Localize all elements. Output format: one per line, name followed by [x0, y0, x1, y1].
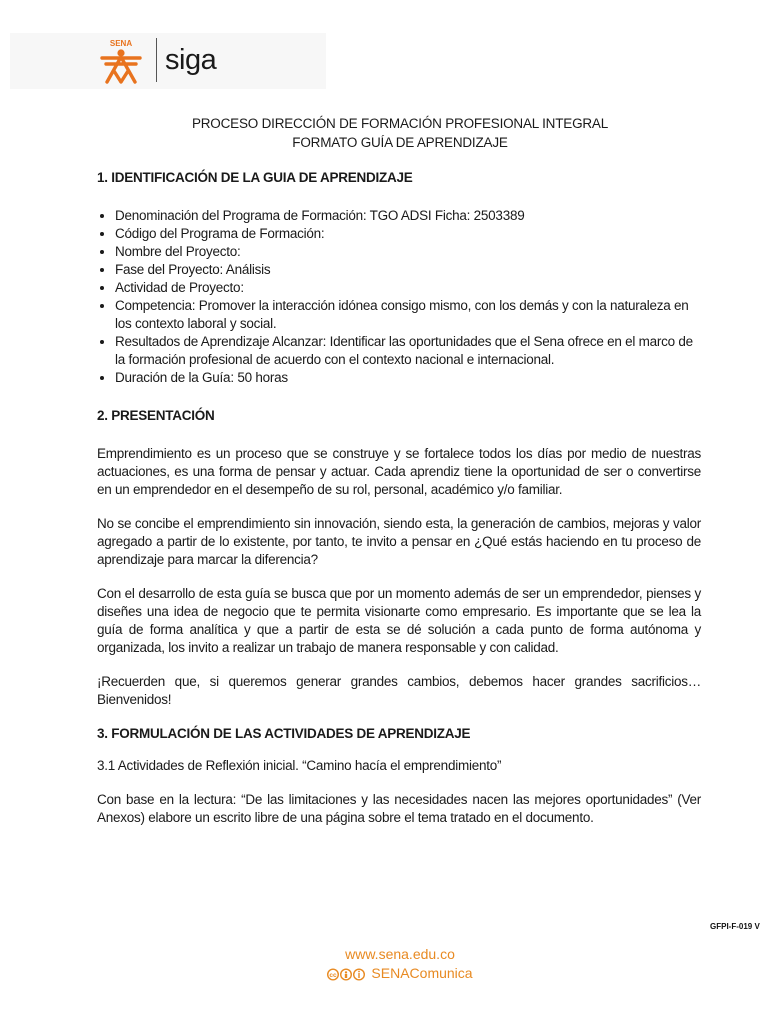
list-item: • Denominación del Programa de Formación: TGO ADSI Ficha: 2503389 — [115, 207, 701, 225]
paragraph: Con el desarrollo de esta guía se busca que por un momento además de ser un emprendedor, pienses y diseñes una idea de negocio que te permita visionarte como empresario. Es importante que se lea la guía de forma analítica y que a partir de esta se dé solución a cada punto de forma autónoma y organizada, los invito a realizar un trabajo de manera responsable y con calidad. — [97, 586, 701, 655]
list-item: • Resultados de Aprendizaje Alcanzar: Identificar las oportunidades que el Sena ofrece en el marco de la formación profesional de acuerdo con el contexto nacional e internacional. — [115, 333, 701, 369]
document-content — [97, 169, 701, 843]
footer-social-handle[interactable]: SENAComunica — [371, 965, 473, 981]
form-code: GFPI-F-019 V — [710, 922, 760, 931]
list-item: • Competencia: Promover la interacción idónea consigo mismo, con los demás y con la naturaleza en los contexto laboral y social. — [115, 297, 701, 333]
section-2-title: 2. PRESENTACIÓN — [97, 408, 215, 423]
paragraph: Emprendimiento es un proceso que se construye y se fortalece todos los días por medio de nuestras actuaciones, es una forma de pensar y actuar. Cada aprendiz tiene la oportunidad de ser o convertirse en un emprendedor en el desempeño de su rol, personal, académico y/o familiar. — [97, 446, 701, 497]
paragraph: No se concibe el emprendimiento sin innovación, siendo esta, la generación de cambios, mejoras y valor agregado a partir de lo existente, por tanto, te invito a pensar en ¿Qué estás haciendo en tu proceso de aprendizaje para marcar la diferencia? — [97, 516, 701, 567]
header-format-title: FORMATO GUÍA DE APRENDIZAJE — [292, 135, 508, 150]
sena-logo — [96, 38, 146, 86]
list-item: • Nombre del Proyecto: — [115, 243, 701, 261]
paragraph: 3.1 Actividades de Reflexión inicial. “Camino hacía el emprendimiento” — [97, 758, 502, 773]
paragraph: ¡Recuerden que, si queremos generar grandes cambios, debemos hacer grandes sacrificios…Bienvenidos! — [97, 674, 701, 707]
svg-text:siga: siga — [165, 44, 217, 76]
paragraph: Con base en la lectura: “De las limitaciones y las necesidades nacen las mejores oportunidades” (Ver Anexos) elabore un escrito libre de una página sobre el tema tratado en el documento. — [97, 792, 701, 825]
list-item: • Código del Programa de Formación: — [115, 225, 701, 243]
section-3-title: 3. FORMULACIÓN DE LAS ACTIVIDADES DE APRENDIZAJE — [97, 726, 471, 741]
creative-commons-icon — [327, 968, 367, 981]
list-item: • Actividad de Proyecto: — [115, 279, 701, 297]
logo-divider — [156, 38, 157, 82]
footer-website-link[interactable]: www.sena.edu.co — [345, 946, 455, 962]
list-item: • Duración de la Guía: 50 horas — [115, 369, 701, 387]
svg-text:cc: cc — [329, 971, 338, 979]
identification-list — [97, 207, 701, 387]
svg-text:SENA: SENA — [109, 39, 133, 48]
siga-logo — [163, 42, 243, 82]
footer-social — [0, 965, 768, 981]
section-1-title: 1. IDENTIFICACIÓN DE LA GUIA DE APRENDIZAJE — [97, 170, 413, 185]
header-process-title: PROCESO DIRECCIÓN DE FORMACIÓN PROFESIONAL INTEGRAL — [191, 116, 609, 131]
list-item: • Fase del Proyecto: Análisis — [115, 261, 701, 279]
